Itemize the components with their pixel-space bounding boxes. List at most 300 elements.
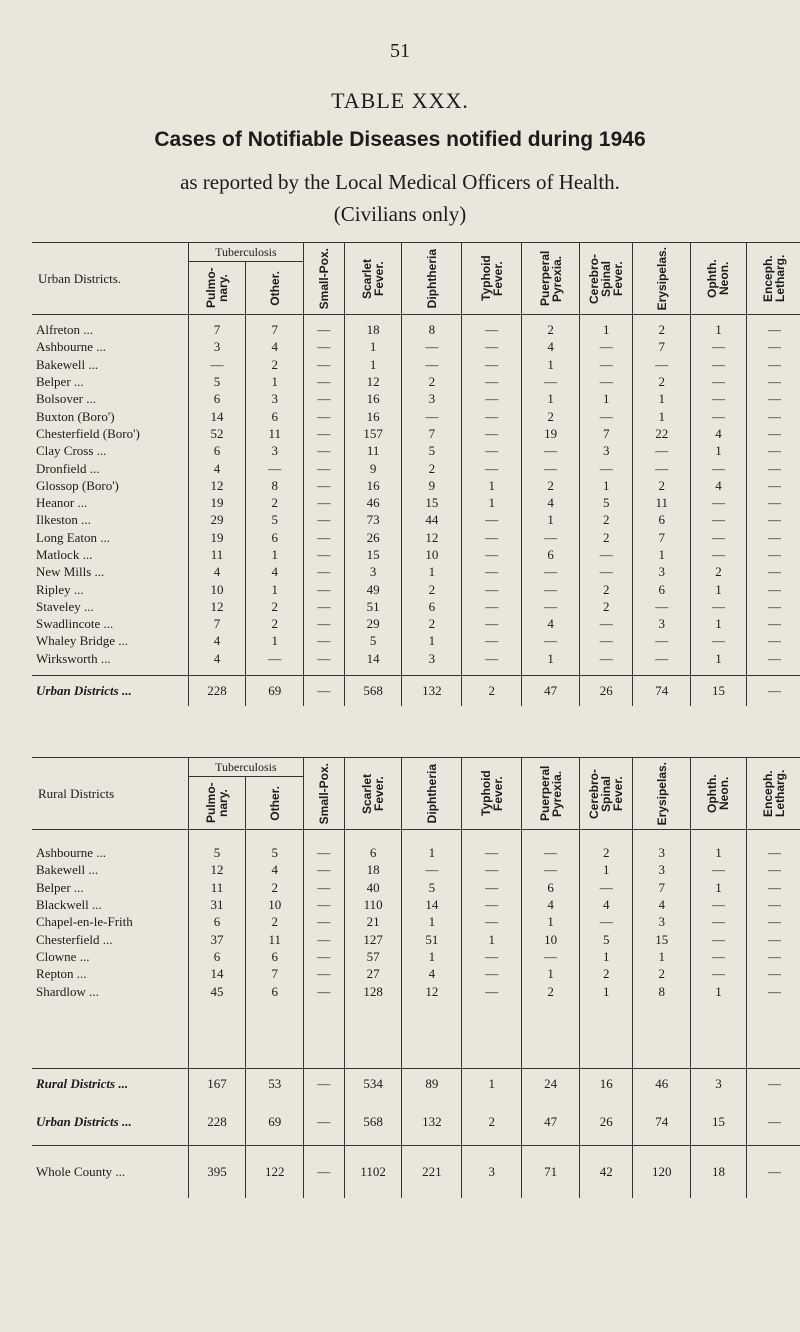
cell-value: — xyxy=(746,373,800,390)
cell-value: 132 xyxy=(402,675,462,706)
cell-value: 6 xyxy=(188,390,246,407)
cell-value: — xyxy=(304,913,345,930)
cell-value: — xyxy=(304,373,345,390)
cell-value: — xyxy=(522,373,580,390)
col-typhoid-fever: Typhoid Fever. xyxy=(462,243,522,315)
cell-value: — xyxy=(746,390,800,407)
cell-value: 11 xyxy=(188,546,246,563)
cell-value: 29 xyxy=(344,615,402,632)
cell-value: — xyxy=(691,407,747,424)
table-row xyxy=(32,442,800,459)
cell-value: — xyxy=(691,913,747,930)
cell-value: 12 xyxy=(402,529,462,546)
cell-value: — xyxy=(746,896,800,913)
cell-value: 1 xyxy=(579,861,632,878)
district-name: Dronfield ... xyxy=(36,460,100,476)
cell-value: 3 xyxy=(462,1145,522,1198)
cell-value: — xyxy=(304,338,345,355)
cell-value: — xyxy=(633,632,691,649)
cell-value: 120 xyxy=(633,1145,691,1198)
cell-value: 5 xyxy=(188,373,246,390)
cell-value: 167 xyxy=(188,1068,246,1099)
cell-value: 1 xyxy=(633,407,691,424)
cell-value: — xyxy=(462,459,522,476)
cell-value: — xyxy=(522,563,580,580)
cell-value: — xyxy=(246,650,304,667)
cell-value: 44 xyxy=(402,511,462,528)
cell-value: — xyxy=(579,650,632,667)
cell-value: 2 xyxy=(579,529,632,546)
cell-value: — xyxy=(462,844,522,861)
cell-value: — xyxy=(746,965,800,982)
cell-value: 2 xyxy=(633,477,691,494)
cell-value: — xyxy=(462,948,522,965)
cell-value: 12 xyxy=(402,982,462,999)
cell-value: — xyxy=(691,948,747,965)
cell-value: — xyxy=(462,390,522,407)
cell-value: — xyxy=(304,930,345,947)
cell-value: — xyxy=(462,861,522,878)
cell-value: — xyxy=(522,442,580,459)
cell-value: 51 xyxy=(402,930,462,947)
cell-value: 7 xyxy=(633,879,691,896)
cell-value: 3 xyxy=(633,844,691,861)
table-row xyxy=(32,930,800,947)
cell-value: — xyxy=(746,615,800,632)
cell-value: 2 xyxy=(246,356,304,373)
cell-value: 5 xyxy=(402,879,462,896)
cell-value: 2 xyxy=(462,1099,522,1146)
cell-value: 46 xyxy=(633,1068,691,1099)
cell-value: 51 xyxy=(344,598,402,615)
cell-value: — xyxy=(746,650,800,667)
cell-value: 6 xyxy=(522,546,580,563)
cell-value: 18 xyxy=(691,1145,747,1198)
district-name: Glossop (Boro') xyxy=(36,477,119,493)
district-name: Bakewell ... xyxy=(36,862,99,878)
cell-value: — xyxy=(304,965,345,982)
cell-value: — xyxy=(746,675,800,706)
cell-value: 4 xyxy=(402,965,462,982)
district-name: Buxton (Boro') xyxy=(36,408,115,424)
cell-value: — xyxy=(462,425,522,442)
cell-value: 3 xyxy=(691,1068,747,1099)
col-small-pox-rural: Small-Pox. xyxy=(304,758,345,830)
district-name: Chesterfield ... xyxy=(36,931,113,947)
cell-value: — xyxy=(579,879,632,896)
cell-value: 4 xyxy=(246,338,304,355)
cell-value: — xyxy=(304,563,345,580)
table-row xyxy=(32,459,800,476)
cell-value: — xyxy=(746,844,800,861)
cell-value: 1 xyxy=(344,356,402,373)
cell-value: — xyxy=(691,930,747,947)
cell-value: 19 xyxy=(188,529,246,546)
cell-value: 1 xyxy=(462,477,522,494)
cell-value: — xyxy=(633,356,691,373)
cell-value: 3 xyxy=(246,390,304,407)
cell-value: 1 xyxy=(522,511,580,528)
cell-value: 6 xyxy=(188,913,246,930)
cell-value: 4 xyxy=(522,494,580,511)
cell-value: 8 xyxy=(246,477,304,494)
cell-value: 4 xyxy=(522,338,580,355)
cell-value: 15 xyxy=(691,1099,747,1146)
cell-value: 14 xyxy=(344,650,402,667)
cell-value: 24 xyxy=(522,1068,580,1099)
cell-value: 1 xyxy=(522,650,580,667)
cell-value: 228 xyxy=(188,675,246,706)
col-ophth-neon: Ophth. Neon. xyxy=(691,243,747,315)
tuberculosis-heading-rural: Tuberculosis xyxy=(188,758,303,777)
table-row xyxy=(32,529,800,546)
cell-value: 4 xyxy=(691,477,747,494)
cell-value: 5 xyxy=(579,494,632,511)
cell-value: — xyxy=(633,598,691,615)
cell-value: — xyxy=(746,511,800,528)
table-row xyxy=(32,896,800,913)
cell-value: 6 xyxy=(246,948,304,965)
cell-value: 4 xyxy=(246,861,304,878)
table-row xyxy=(32,356,800,373)
cell-value: 1 xyxy=(462,930,522,947)
cell-value: — xyxy=(579,546,632,563)
cell-value: — xyxy=(304,632,345,649)
spacer-row xyxy=(32,830,800,845)
cell-value: — xyxy=(304,580,345,597)
cell-value: 534 xyxy=(344,1068,402,1099)
cell-value: — xyxy=(691,965,747,982)
cell-value: — xyxy=(246,459,304,476)
table-row xyxy=(32,407,800,424)
cell-value: — xyxy=(691,546,747,563)
cell-value: 132 xyxy=(402,1099,462,1146)
col-erysipelas: Erysipelas. xyxy=(633,243,691,315)
cell-value: — xyxy=(304,407,345,424)
table-row xyxy=(32,580,800,597)
cell-value: 4 xyxy=(188,650,246,667)
cell-value: — xyxy=(462,580,522,597)
cell-value: — xyxy=(304,861,345,878)
cell-value: 7 xyxy=(188,321,246,338)
col-other-rural: Other. xyxy=(246,777,304,830)
col-puerperal-pyrexia: Puerperal Pyrexia. xyxy=(522,243,580,315)
cell-value: 16 xyxy=(344,407,402,424)
cell-value: 1 xyxy=(522,356,580,373)
tuberculosis-heading: Tuberculosis xyxy=(188,243,303,262)
cell-value: — xyxy=(522,580,580,597)
cell-value: 11 xyxy=(246,425,304,442)
cell-value: 1 xyxy=(246,373,304,390)
cell-value: 7 xyxy=(188,615,246,632)
district-name: Ashbourne ... xyxy=(36,845,107,861)
district-name: Ashbourne ... xyxy=(36,339,107,355)
cell-value: 1 xyxy=(691,442,747,459)
cell-value: 3 xyxy=(188,338,246,355)
cell-value: 12 xyxy=(188,477,246,494)
cell-value: 5 xyxy=(246,511,304,528)
cell-value: — xyxy=(746,356,800,373)
cell-value: 6 xyxy=(633,580,691,597)
cell-value: — xyxy=(633,459,691,476)
cell-value: 1 xyxy=(402,844,462,861)
cell-value: 5 xyxy=(344,632,402,649)
cell-value: 4 xyxy=(522,896,580,913)
cell-value: 3 xyxy=(402,390,462,407)
cell-value: 157 xyxy=(344,425,402,442)
cell-value: 8 xyxy=(633,982,691,999)
col-typhoid-fever-rural: Typhoid Fever. xyxy=(462,758,522,830)
urban-table-header xyxy=(32,243,800,315)
table-row xyxy=(32,338,800,355)
cell-value: 7 xyxy=(633,529,691,546)
cell-value: 3 xyxy=(633,913,691,930)
district-name: Clowne ... xyxy=(36,948,90,964)
table-row xyxy=(32,844,800,861)
table-subtitle: Cases of Notifiable Diseases notified during 1946 xyxy=(154,128,646,151)
cell-value: 3 xyxy=(402,650,462,667)
cell-value: — xyxy=(304,390,345,407)
cell-value: 53 xyxy=(246,1068,304,1099)
table-caption-line1: as reported by the Local Medical Officers of Health. xyxy=(180,170,620,194)
cell-value: 2 xyxy=(633,965,691,982)
cell-value: 74 xyxy=(633,1099,691,1146)
cell-value: 1 xyxy=(691,650,747,667)
cell-value: 1 xyxy=(691,982,747,999)
cell-value: 57 xyxy=(344,948,402,965)
cell-value: 4 xyxy=(633,896,691,913)
cell-value: — xyxy=(304,650,345,667)
cell-value: — xyxy=(579,563,632,580)
cell-value: 395 xyxy=(188,1145,246,1198)
cell-value: 10 xyxy=(402,546,462,563)
cell-value: — xyxy=(304,459,345,476)
cell-value: 3 xyxy=(633,861,691,878)
cell-value: — xyxy=(304,675,345,706)
rural-table-header xyxy=(32,758,800,830)
cell-value: 9 xyxy=(402,477,462,494)
cell-value: — xyxy=(462,511,522,528)
cell-value: 15 xyxy=(633,930,691,947)
urban-districts-heading: Urban Districts. xyxy=(32,243,188,315)
cell-value: — xyxy=(691,632,747,649)
table-row xyxy=(32,913,800,930)
district-name: Urban Districts ... xyxy=(32,675,188,706)
cell-value: 52 xyxy=(188,425,246,442)
cell-value: 47 xyxy=(522,675,580,706)
cell-value: 568 xyxy=(344,1099,402,1146)
cell-value: — xyxy=(746,1099,800,1146)
cell-value: — xyxy=(402,407,462,424)
cell-value: — xyxy=(746,1068,800,1099)
cell-value: 11 xyxy=(344,442,402,459)
cell-value: 11 xyxy=(246,930,304,947)
cell-value: 2 xyxy=(579,511,632,528)
cell-value: — xyxy=(691,511,747,528)
cell-value: 1 xyxy=(522,965,580,982)
cell-value: 2 xyxy=(246,598,304,615)
cell-value: 1 xyxy=(579,948,632,965)
table-row xyxy=(32,477,800,494)
cell-value: — xyxy=(579,373,632,390)
col-ophth-neon-rural: Ophth. Neon. xyxy=(691,758,747,830)
cell-value: — xyxy=(402,356,462,373)
cell-value: 14 xyxy=(188,965,246,982)
district-name: New Mills ... xyxy=(36,564,105,580)
cell-value: 1 xyxy=(579,477,632,494)
cell-value: 568 xyxy=(344,675,402,706)
cell-value: 1 xyxy=(579,982,632,999)
cell-value: 10 xyxy=(522,930,580,947)
urban-total-row-summary xyxy=(32,1099,800,1146)
rural-districts-table xyxy=(32,757,800,1198)
cell-value: — xyxy=(579,407,632,424)
table-title: TABLE XXX. xyxy=(331,88,469,113)
cell-value: — xyxy=(691,896,747,913)
cell-value: 15 xyxy=(691,675,747,706)
cell-value: 29 xyxy=(188,511,246,528)
cell-value: 5 xyxy=(579,930,632,947)
cell-value: — xyxy=(746,407,800,424)
cell-value: 2 xyxy=(246,615,304,632)
cell-value: 7 xyxy=(246,965,304,982)
cell-value: 1 xyxy=(691,844,747,861)
cell-value: — xyxy=(746,321,800,338)
cell-value: — xyxy=(462,546,522,563)
cell-value: — xyxy=(304,1099,345,1146)
cell-value: 2 xyxy=(579,598,632,615)
cell-value: — xyxy=(304,529,345,546)
cell-value: 49 xyxy=(344,580,402,597)
cell-value: — xyxy=(746,1145,800,1198)
cell-value: — xyxy=(304,615,345,632)
cell-value: 2 xyxy=(246,879,304,896)
cell-value: 11 xyxy=(188,879,246,896)
cell-value: 1 xyxy=(633,546,691,563)
cell-value: — xyxy=(304,1068,345,1099)
table-row xyxy=(32,425,800,442)
cell-value: — xyxy=(746,563,800,580)
cell-value: 1 xyxy=(246,632,304,649)
district-name: Swadlincote ... xyxy=(36,616,114,632)
cell-value: — xyxy=(746,477,800,494)
cell-value: 1 xyxy=(691,321,747,338)
urban-districts-table xyxy=(32,242,800,706)
table-caption-line2: (Civilians only) xyxy=(333,202,467,226)
cell-value: 16 xyxy=(344,477,402,494)
cell-value: 7 xyxy=(246,321,304,338)
cell-value: 1102 xyxy=(344,1145,402,1198)
cell-value: 12 xyxy=(188,598,246,615)
cell-value: — xyxy=(746,442,800,459)
table-row xyxy=(32,511,800,528)
cell-value: 1 xyxy=(633,390,691,407)
cell-value: 2 xyxy=(246,494,304,511)
district-name: Staveley ... xyxy=(36,598,94,614)
cell-value: — xyxy=(402,338,462,355)
cell-value: — xyxy=(304,1145,345,1198)
cell-value: 1 xyxy=(246,580,304,597)
cell-value: — xyxy=(579,615,632,632)
cell-value: — xyxy=(691,861,747,878)
cell-value: 2 xyxy=(579,965,632,982)
cell-value: 1 xyxy=(522,913,580,930)
cell-value: 2 xyxy=(633,373,691,390)
col-cerebro-spinal-fever: Cerebro- Spinal Fever. xyxy=(579,243,632,315)
cell-value: — xyxy=(462,321,522,338)
cell-value: — xyxy=(633,442,691,459)
table-row xyxy=(32,861,800,878)
district-name: Belper ... xyxy=(36,374,84,390)
urban-total-row xyxy=(32,675,800,706)
cell-value: 3 xyxy=(633,615,691,632)
cell-value: — xyxy=(304,356,345,373)
spacer-row xyxy=(32,667,800,676)
cell-value: 6 xyxy=(188,442,246,459)
cell-value: 14 xyxy=(188,407,246,424)
cell-value: 1 xyxy=(691,580,747,597)
district-name: Belper ... xyxy=(36,879,84,895)
cell-value: 1 xyxy=(462,1068,522,1099)
cell-value: 21 xyxy=(344,913,402,930)
cell-value: — xyxy=(746,494,800,511)
cell-value: — xyxy=(746,338,800,355)
cell-value: 5 xyxy=(402,442,462,459)
district-name: Urban Districts ... xyxy=(36,1113,132,1129)
district-name: Chesterfield (Boro') xyxy=(36,425,140,441)
cell-value: — xyxy=(579,338,632,355)
cell-value: — xyxy=(304,425,345,442)
cell-value: 2 xyxy=(522,477,580,494)
cell-value: 10 xyxy=(188,580,246,597)
cell-value: 2 xyxy=(522,982,580,999)
cell-value: 42 xyxy=(579,1145,632,1198)
col-diphtheria: Diphtheria xyxy=(402,243,462,315)
cell-value: 1 xyxy=(402,948,462,965)
col-cerebro-spinal-fever-rural: Cerebro- Spinal Fever. xyxy=(579,758,632,830)
cell-value: — xyxy=(746,580,800,597)
col-enceph-letharg: Enceph. Letharg. xyxy=(746,243,800,315)
table-row xyxy=(32,632,800,649)
cell-value: 3 xyxy=(579,442,632,459)
cell-value: 89 xyxy=(402,1068,462,1099)
urban-table-body xyxy=(32,315,800,706)
cell-value: — xyxy=(304,896,345,913)
cell-value: 16 xyxy=(344,390,402,407)
cell-value: 1 xyxy=(402,913,462,930)
cell-value: — xyxy=(462,965,522,982)
district-name: Bolsover ... xyxy=(36,391,96,407)
cell-value: 6 xyxy=(522,879,580,896)
cell-value: — xyxy=(633,650,691,667)
cell-value: 45 xyxy=(188,982,246,999)
cell-value: — xyxy=(746,459,800,476)
cell-value: 7 xyxy=(633,338,691,355)
cell-value: 9 xyxy=(344,459,402,476)
cell-value: 7 xyxy=(402,425,462,442)
cell-value: 6 xyxy=(188,948,246,965)
table-row xyxy=(32,563,800,580)
district-name: Bakewell ... xyxy=(36,356,99,372)
table-row xyxy=(32,965,800,982)
cell-value: 26 xyxy=(579,675,632,706)
cell-value: 2 xyxy=(579,580,632,597)
cell-value: 221 xyxy=(402,1145,462,1198)
cell-value: 1 xyxy=(691,879,747,896)
cell-value: 1 xyxy=(579,321,632,338)
cell-value: — xyxy=(691,338,747,355)
cell-value: — xyxy=(462,896,522,913)
